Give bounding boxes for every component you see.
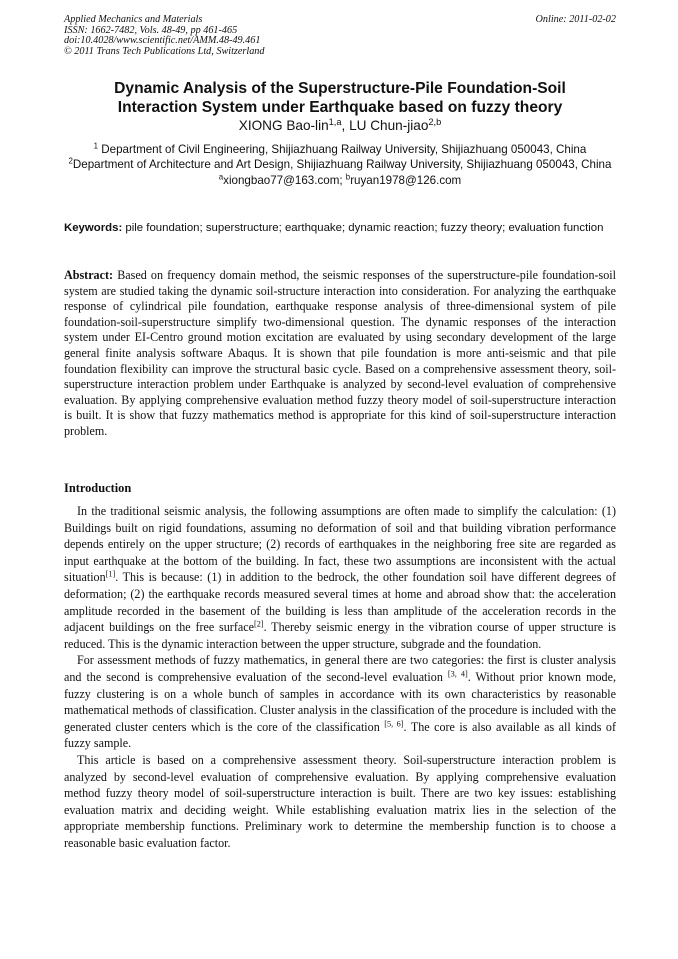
paragraph-1-text-a: In the traditional seismic analysis, the following assumptions are often made to simplify the calculation: (1) Buildings built on rigid foundations, assuming no deformation of soil and that building vibration performance depends entirely on the upper structure; (2) records of earthquakes in the neighboring free site are regarded as input earthquake at the bottom of the building. In fact, these two assumptions are inconsistent with the actual situation [64, 504, 616, 585]
abstract [64, 268, 616, 440]
paper-title [64, 79, 616, 117]
title-line-2: Interaction System under Earthquake based on fuzzy theory [117, 99, 563, 116]
author-2-name: LU Chun-jiao [349, 118, 429, 133]
issn-line: ISSN: 1662-7482, Vols. 48-49, pp 461-465 [64, 24, 238, 36]
citation-2: [2] [253, 619, 264, 629]
affiliation-2 [64, 157, 616, 172]
author-list [64, 117, 616, 134]
affiliation-1-marker: 1 [93, 141, 99, 151]
affiliation-2-marker: 2 [68, 157, 73, 167]
author-separator: , [341, 118, 350, 133]
keywords-label: Keywords: [64, 222, 123, 234]
doi-line: doi:10.4028/www.scientific.net/AMM.48-49.461 [64, 35, 261, 47]
email-b-marker: b [345, 172, 351, 182]
author-emails [64, 173, 616, 188]
paragraph-1-text-c: . Thereby seismic energy in the vibration course of upper structure is reduced. This is the dynamic interaction between the upper structure, subgrade and the foundation. [64, 620, 616, 651]
journal-name: Applied Mechanics and Materials [64, 14, 203, 25]
paragraph-2-text-c: . The core is also available as all kinds of fuzzy sample. [64, 719, 616, 751]
email-b: ruyan1978@126.com [350, 173, 462, 187]
author-1-name: XIONG Bao-lin [238, 118, 329, 133]
paragraph-2-text-a: For assessment methods of fuzzy mathematics, in general there are two categories: the first is cluster analysis and the second is comprehensive evaluation of the second-level evaluation [64, 653, 616, 684]
paragraph-1 [64, 503, 616, 652]
copyright-line: © 2011 Trans Tech Publications Ltd, Switzerland [64, 45, 265, 57]
abstract-label: Abstract: [64, 268, 114, 282]
paragraph-2 [64, 652, 616, 752]
keywords-text: pile foundation; superstructure; earthquake; dynamic reaction; fuzzy theory; evaluation function [122, 222, 604, 234]
section-heading-introduction: Introduction [64, 481, 132, 495]
citation-1: [1] [105, 569, 116, 579]
affiliation-1 [64, 142, 616, 157]
affiliation-1-text: Department of Civil Engineering, Shijiazhuang Railway University, Shijiazhuang 050043, China [98, 143, 587, 156]
keywords [64, 221, 616, 236]
introduction-body [64, 503, 616, 851]
paragraph-2-text-b: . Without prior known mode, fuzzy clustering is on a whole bunch of samples in accordance with its own characteristics by reasonable mathematical methods of classification. Cluster analysis in the classification of the procedure is included with the generated cluster centers which is the core of the classification [64, 669, 617, 734]
online-date: Online: 2011-02-02 [535, 14, 616, 25]
citation-3: [3, 4] [447, 669, 468, 679]
abstract-text: Based on frequency domain method, the seismic responses of the superstructure-pile foundation-soil system are studied taking the dynamic soil-structure interaction into consideration. For analyzing the earthquake response of cylindrical pile foundation, earthquake response analysis of three-dimensional system of pile foundation-soil-superstructure simplify two-dimensional question. The dynamic responses of the interaction system under EI-Centro ground motion excitation are evaluated by using secondary development of the large general finite analysis software Abaqus. It is shown that pile foundation is more anti-seismic and that pile foundation flexibility can improve the structural basic cycle. Based on a comprehensive assessment theory, soil-superstructure interaction problem under Earthquake is analyzed by second-level evaluation of comprehensive evaluation. By applying comprehensive evaluation method fuzzy theory model of soil-superstructure interaction is built. It is show that fuzzy mathematics method is appropriate for this kind of soil-superstructure interaction problem. [64, 268, 616, 438]
paragraph-1-text-b: . This is because: (1) in addition to the bedrock, the other foundation soil have different degrees of deformation; (2) the earthquake records measured several times at home and abroad show that: the acceleration amplitude recorded in the basement of the building is less than amplitude of the acceleration records in the adjacent buildings on the free surface [64, 570, 616, 635]
title-line-1: Dynamic Analysis of the Superstructure-Pile Foundation-Soil [114, 80, 566, 97]
publication-header [64, 15, 616, 57]
author-1-marker: 1,a [328, 116, 342, 127]
affiliation-2-text: Department of Architecture and Art Design, Shijiazhuang Railway University, Shijiazhuang 050043, China [72, 158, 612, 172]
citation-4: [5, 6] [384, 719, 404, 729]
affiliations [64, 142, 616, 188]
paragraph-3: This article is based on a comprehensive assessment theory. Soil-superstructure interaction problem is analyzed by second-level evaluation of comprehensive evaluation. By applying comprehensive evaluation method fuzzy theory model of soil-superstructure interaction is built. There are two key issues: establishing evaluation matrix and deciding weight. While establishing evaluation matrix lies in the selection of the appropriate membership functions. Preliminary work to determine the membership function is to choose a reasonable basic evaluation factor. [64, 752, 616, 850]
author-2-marker: 2,b [428, 116, 442, 127]
email-a: xiongbao77@163.com; [223, 173, 346, 187]
email-a-marker: a [218, 172, 224, 182]
